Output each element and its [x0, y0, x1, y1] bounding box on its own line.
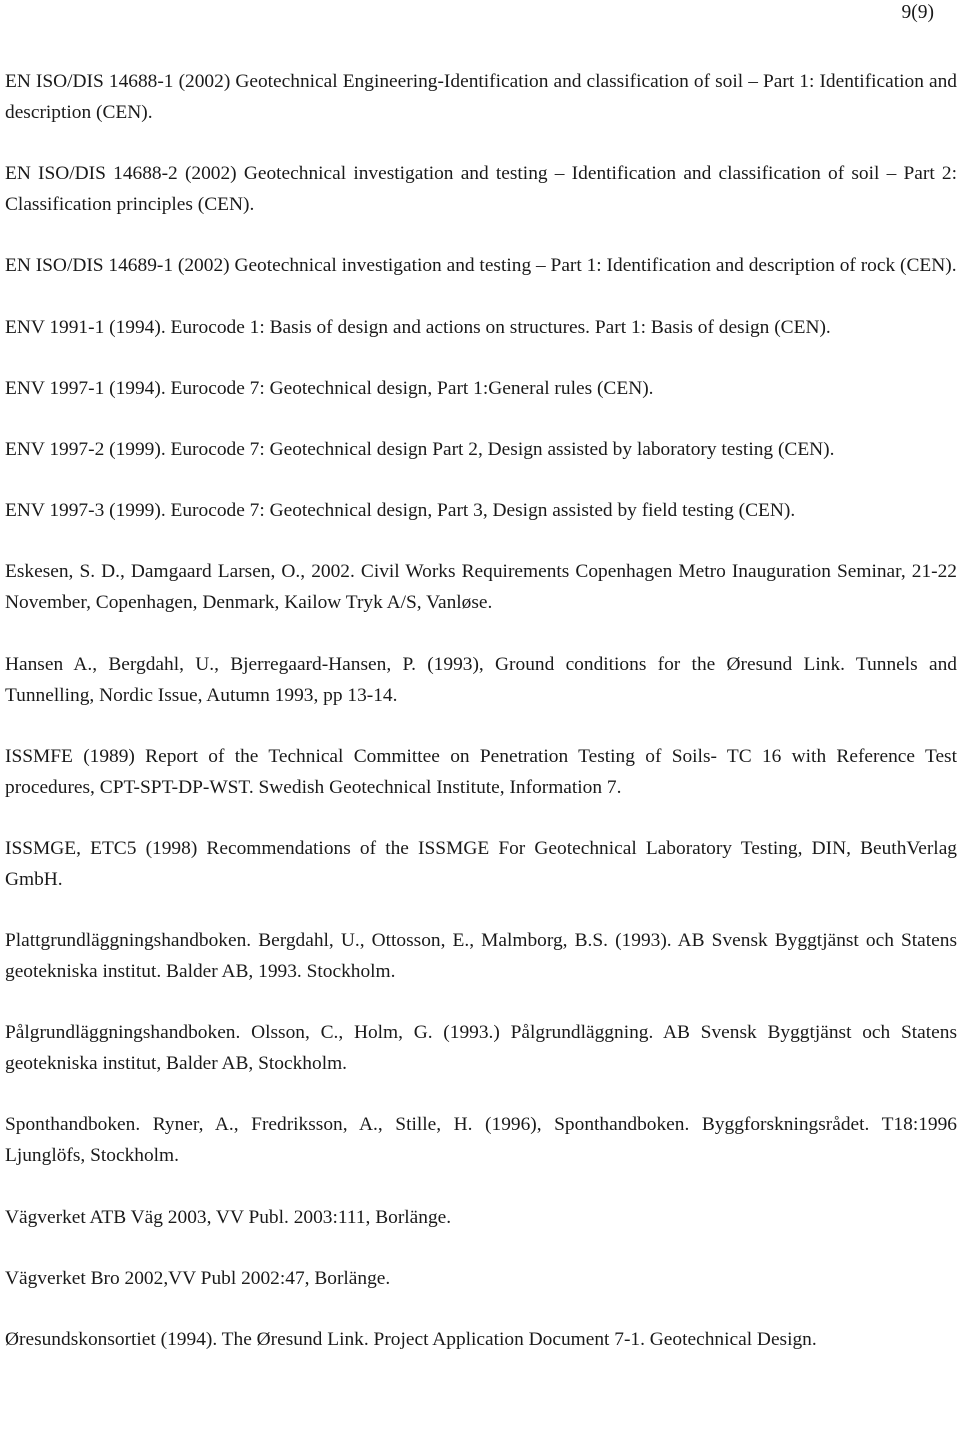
- reference-item: Eskesen, S. D., Damgaard Larsen, O., 2002. Civil Works Requirements Copenhagen Metro Inauguration Seminar, 21-22 November, Copenhagen, Denmark, Kailow Tryk A/S, Vanløse.: [5, 561, 957, 614]
- reference-item: ENV 1997-3 (1999). Eurocode 7: Geotechnical design, Part 3, Design assisted by field testing (CEN).: [5, 500, 796, 522]
- reference-list: [5, 66, 957, 1355]
- reference-item: Øresundskonsortiet (1994). The Øresund Link. Project Application Document 7-1. Geotechnical Design.: [5, 1329, 817, 1350]
- reference-item: Pålgrundläggningshandboken. Olsson, C., Holm, G. (1993.) Pålgrundläggning. AB Svensk Byggtjänst och Statens geotekniska institut, Balder AB, Stockholm.: [5, 1022, 957, 1075]
- reference-item: Vägverket ATB Väg 2003, VV Publ. 2003:111, Borlänge.: [5, 1206, 452, 1228]
- reference-item: ENV 1997-2 (1999). Eurocode 7: Geotechnical design Part 2, Design assisted by laboratory testing (CEN).: [5, 438, 835, 460]
- reference-item: EN ISO/DIS 14689-1 (2002) Geotechnical investigation and testing – Part 1: Identification and description of rock (CEN).: [5, 255, 957, 277]
- page-number: 9(9): [901, 2, 934, 23]
- reference-item: Vägverket Bro 2002,VV Publ 2002:47, Borlänge.: [5, 1267, 391, 1289]
- reference-item: ISSMFE (1989) Report of the Technical Committee on Penetration Testing of Soils- TC 16 with Reference Test procedures, CPT-SPT-DP-WST. Swedish Geotechnical Institute, Information 7.: [5, 745, 957, 798]
- reference-item: ENV 1991-1 (1994). Eurocode 1: Basis of design and actions on structures. Part 1: Basis of design (CEN).: [5, 316, 831, 338]
- reference-item: EN ISO/DIS 14688-2 (2002) Geotechnical investigation and testing – Identification and classification of soil – Part 2: Classification principles (CEN).: [5, 163, 957, 216]
- reference-item: ENV 1997-1 (1994). Eurocode 7: Geotechnical design, Part 1:General rules (CEN).: [5, 377, 654, 399]
- reference-item: Sponthandboken. Ryner, A., Fredriksson, A., Stille, H. (1996), Sponthandboken. Byggforskningsrådet. T18:1996 Ljunglöfs, Stockholm.: [5, 1114, 957, 1167]
- reference-item: Plattgrundläggningshandboken. Bergdahl, U., Ottosson, E., Malmborg, B.S. (1993). AB Svensk Byggtjänst och Statens geotekniska institut. Balder AB, 1993. Stockholm.: [5, 930, 957, 983]
- reference-item: Hansen A., Bergdahl, U., Bjerregaard-Hansen, P. (1993), Ground conditions for the Øresund Link. Tunnels and Tunnelling, Nordic Issue, Autumn 1993, pp 13-14.: [5, 653, 957, 706]
- reference-item: ISSMGE, ETC5 (1998) Recommendations of the ISSMGE For Geotechnical Laboratory Testing, DIN, BeuthVerlag GmbH.: [5, 837, 957, 890]
- reference-item: EN ISO/DIS 14688-1 (2002) Geotechnical Engineering-Identification and classification of soil – Part 1: Identification and description (CEN).: [5, 71, 957, 123]
